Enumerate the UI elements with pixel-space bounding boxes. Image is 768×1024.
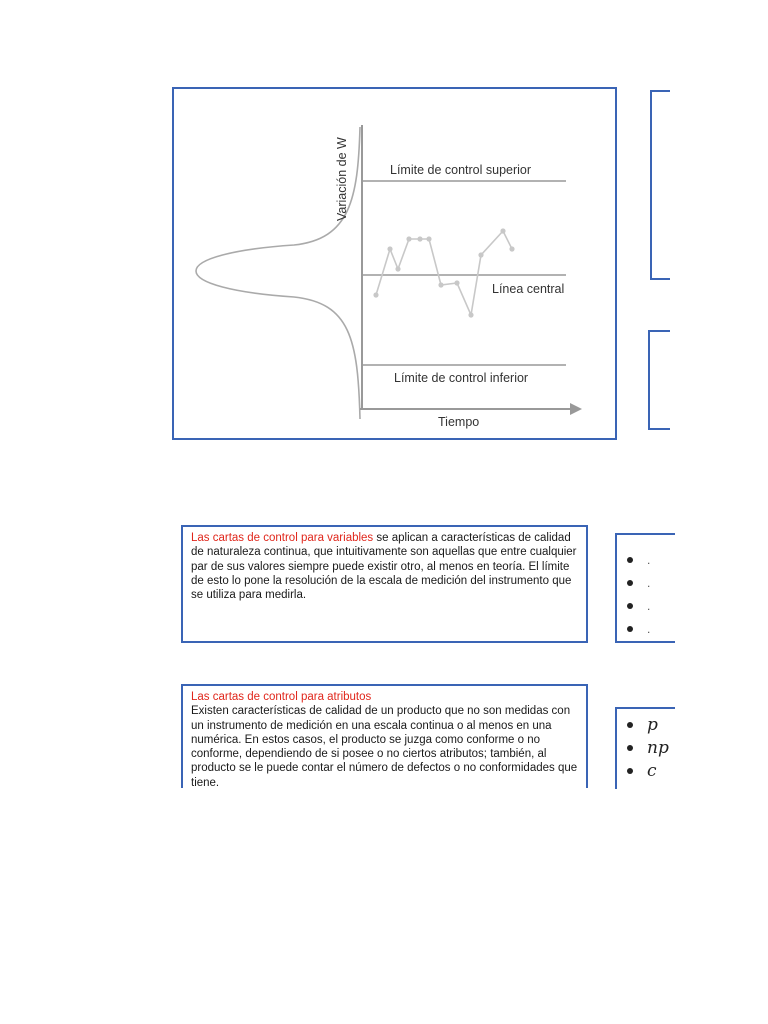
series-point (438, 282, 443, 287)
variables-highlight: Las cartas de control para variables (191, 532, 374, 544)
attributes-text-box (181, 684, 588, 788)
bullet-text: . (647, 576, 651, 590)
list-item (627, 599, 650, 613)
series-point (387, 246, 392, 251)
attributes-bullet-list (615, 707, 675, 789)
bullet-icon (627, 626, 633, 632)
series-point (500, 228, 505, 233)
bullet-icon (627, 768, 633, 774)
side-box-top (650, 90, 670, 280)
bullet-icon (627, 580, 633, 586)
y-axis-label: Variación de W (335, 137, 349, 221)
series-point (417, 236, 422, 241)
list-item (627, 715, 658, 735)
center-line-label: Línea central (492, 282, 565, 296)
list-item (627, 761, 657, 781)
bullet-icon (627, 722, 633, 728)
series-point (468, 312, 473, 317)
list-item (627, 553, 650, 567)
bullet-text: . (647, 553, 651, 567)
attributes-body: Existen características de calidad de un producto que no son medidas con un instrumento de medición en una escala continua o al menos en una numérica. En estos casos, el producto se juzga como conforme o no conforme, dependiendo de si posee o no ciertos atributos; también, al producto se le puede contar el número de defectos o no conformidades que tiene. (191, 705, 578, 788)
x-axis-label: Tiempo (438, 415, 480, 429)
series-point (373, 292, 378, 297)
bullet-text: c (647, 761, 657, 781)
variables-paragraph (191, 531, 578, 602)
variables-body: se aplican a características de calidad de naturaleza continua, que intuitivamente son aquellas que entre cualquier par de sus valores siempre puede existir otro, al menos en teoría. El límite de esto lo pone la resolución de la escala de medición del instrumento que se utiliza para medirla. (191, 532, 577, 602)
series-point (509, 246, 514, 251)
bullet-icon (627, 557, 633, 563)
series-point (478, 252, 483, 257)
series-point (454, 280, 459, 285)
attributes-highlight: Las cartas de control para atributos (191, 691, 372, 703)
series-point (426, 236, 431, 241)
bullet-text: np (647, 738, 669, 758)
variables-text-box (181, 525, 588, 643)
list-item (627, 576, 650, 590)
upper-limit-label: Límite de control superior (390, 163, 532, 177)
list-item (627, 738, 669, 758)
series-point (395, 266, 400, 271)
bullet-text: . (647, 599, 651, 613)
series-point (406, 236, 411, 241)
variables-bullet-list (615, 533, 675, 643)
process-series-line (376, 231, 512, 315)
side-box-middle (648, 330, 670, 430)
attributes-heading (191, 690, 578, 704)
x-axis-arrow-icon (570, 403, 582, 415)
lower-limit-label: Límite de control inferior (394, 371, 529, 385)
bullet-text: . (647, 622, 651, 636)
control-chart-diagram (172, 87, 617, 440)
bullet-icon (627, 745, 633, 751)
bullet-icon (627, 603, 633, 609)
list-item (627, 622, 650, 636)
bullet-text: p (647, 715, 658, 735)
control-chart-svg (174, 89, 615, 438)
